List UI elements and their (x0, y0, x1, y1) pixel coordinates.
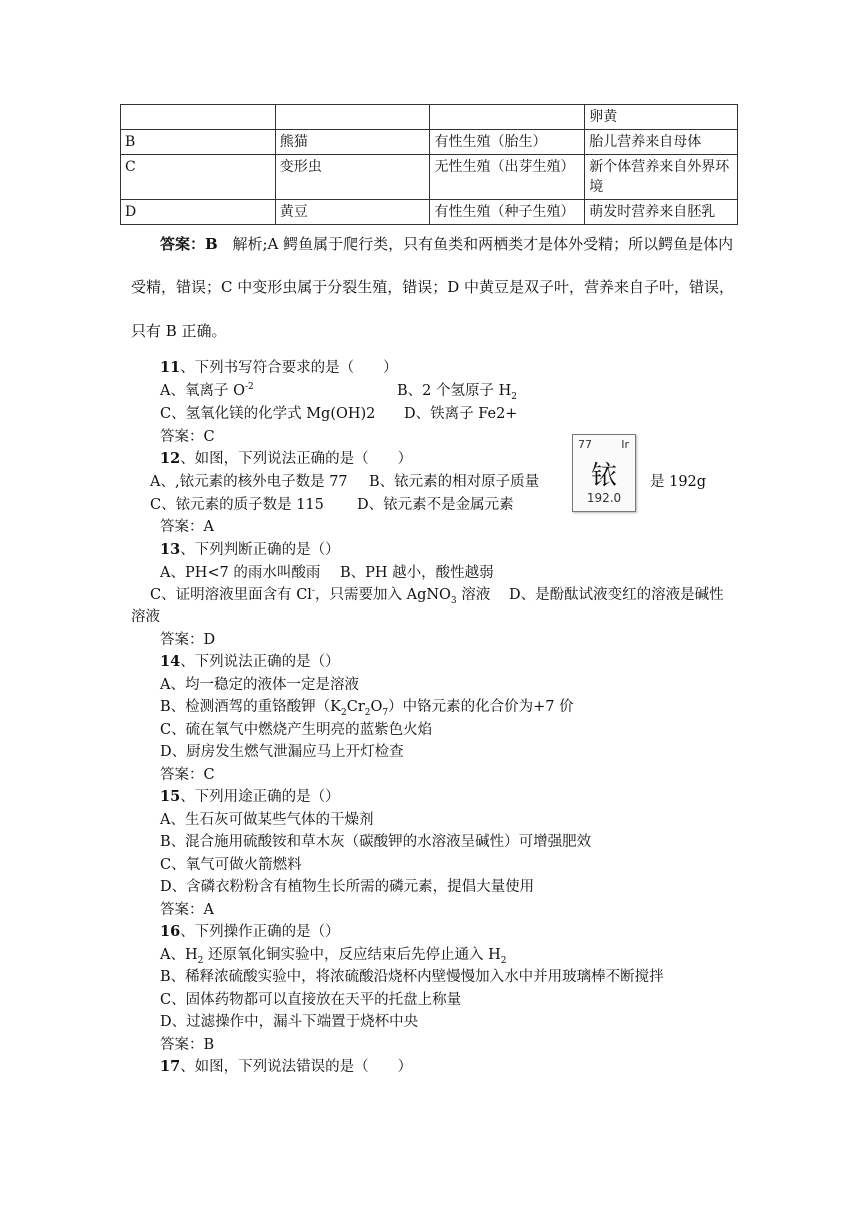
q12-number: 12 (160, 450, 181, 467)
q15-answer: 答案：A (160, 902, 214, 918)
q13-option-c-pre: C、证明溶液里面含有 Cl (150, 587, 312, 603)
table-cell: 熊猫 (275, 130, 430, 155)
q15-option-b: B、混合施用硫酸铵和草木灰（碳酸钾的水溶液呈碱性）可增强肥效 (160, 834, 592, 850)
q16-option-a-sub: 2 (197, 955, 204, 966)
q12-option-d: D、铱元素不是金属元素 (357, 497, 514, 513)
q13-option-c-post: 溶液 (456, 587, 491, 603)
q14-option-b-sub3: 7 (382, 707, 389, 718)
q17-number: 17 (160, 1058, 181, 1075)
q16-answer: 答案：B (160, 1037, 215, 1053)
q15-number: 15 (160, 788, 181, 805)
q13-option-d: D、是酚酞试液变红的溶液是碱性 (509, 587, 724, 603)
q14-answer: 答案：C (160, 767, 215, 783)
q14-option-a: A、均一稳定的液体一定是溶液 (160, 677, 359, 693)
q14-number: 14 (160, 653, 181, 670)
q15-option-d: D、含磷衣粉粉含有植物生长所需的磷元素，提倡大量使用 (160, 879, 535, 895)
q17-stem (160, 1057, 412, 1077)
q16-stem (160, 922, 340, 942)
q11-option-c: C、氢氧化镁的化学式 Mg(OH)2 (160, 406, 376, 422)
q11-option-a-text: A、氧离子 O (160, 383, 245, 399)
q11-option-a-sup: -2 (244, 382, 254, 393)
q13-option-c-sub: 3 (450, 595, 457, 606)
answer10-line1 (160, 234, 733, 254)
table-cell: 新个体营养来自外界环境 (585, 155, 738, 200)
element-name: 铱 (590, 461, 617, 491)
q11-number: 11 (160, 359, 181, 376)
q16-option-a-mid: 还原氧化铜实验中，反应结束后先停止通入 H (203, 947, 501, 963)
q11-option-a (160, 381, 254, 401)
q11-stem-text: 、下列书写符合要求的是（ ） (180, 360, 398, 376)
reproduction-table (120, 104, 738, 225)
q14-stem-text: 、下列说法正确的是（） (180, 654, 340, 670)
table-cell: 卵黄 (585, 105, 738, 130)
q13-answer: 答案：D (160, 632, 216, 648)
table-cell: 胎儿营养来自母体 (585, 130, 738, 155)
atomic-mass: 192.0 (586, 491, 622, 505)
q12-option-c: C、铱元素的质子数是 115 (150, 497, 324, 513)
q16-option-c: C、固体药物都可以直接放在天平的托盘上称量 (160, 992, 462, 1008)
table-cell: C (121, 155, 276, 200)
q11-option-b-sub: 2 (511, 391, 517, 402)
q13-option-a: A、PH<7 的雨水叫酸雨 (160, 565, 321, 581)
q11-option-b-text: B、2 个氢原子 H (397, 383, 512, 399)
q12-option-a: A、,铱元素的核外电子数是 77 (150, 474, 348, 490)
q16-option-d: D、过滤操作中，漏斗下端置于烧杯中央 (160, 1014, 419, 1030)
q15-stem-text: 、下列用途正确的是（） (180, 789, 340, 805)
q14-option-c: C、硫在氧气中燃烧产生明亮的蓝紫色火焰 (160, 722, 433, 738)
table-cell: 有性生殖（胎生） (430, 130, 585, 155)
q13-option-d-wrap: 溶液 (131, 609, 160, 625)
q15-option-a: A、生石灰可做某些气体的干燥剂 (160, 812, 374, 828)
q14-option-b-sub1: 2 (341, 707, 347, 718)
q16-number: 16 (160, 923, 181, 940)
answer10-text1: 解析;A 鳄鱼属于爬行类，只有鱼类和两栖类才是体外受精；所以鳄鱼是体内 (232, 235, 734, 253)
q14-stem (160, 652, 340, 672)
q13-option-c-mid: ，只需要加入 AgNO (314, 587, 451, 603)
q11-stem (160, 358, 398, 378)
q16-stem-text: 、下列操作正确的是（） (180, 924, 340, 940)
q12-stem-text: 、如图，下列说法正确的是（ ） (180, 451, 413, 467)
q12-option-b-tail: 是 192g (650, 474, 707, 490)
q14-option-b-mid2: O (370, 699, 383, 715)
q14-option-b-sub2: 2 (364, 707, 371, 718)
table-row (121, 200, 738, 225)
table-cell (275, 105, 430, 130)
atomic-number: 77 (578, 438, 592, 451)
q16-option-a (160, 945, 506, 965)
q12-stem (160, 449, 412, 469)
table-cell: 变形虫 (275, 155, 430, 200)
q13-stem-text: 、下列判断正确的是（） (180, 542, 340, 558)
q13-stem (160, 540, 340, 560)
table-cell (430, 105, 585, 130)
table-cell (121, 105, 276, 130)
q11-option-d: D、铁离子 Fe2+ (404, 406, 518, 422)
q13-option-c-sup: - (311, 586, 315, 597)
table-cell: D (121, 200, 276, 225)
answer10-label: 答案：B (160, 235, 218, 253)
q13-number: 13 (160, 541, 181, 558)
table-row (121, 155, 738, 200)
q11-option-b (397, 381, 517, 401)
table-row (121, 105, 738, 130)
table-cell: 黄豆 (275, 200, 430, 225)
table-cell: 无性生殖（出芽生殖） (430, 155, 585, 200)
q16-option-a-pre: A、H (160, 947, 198, 963)
answer10-line3: 只有 B 正确。 (131, 322, 227, 340)
q12-answer: 答案：A (160, 519, 214, 535)
table-cell: 萌发时营养来自胚乳 (585, 200, 738, 225)
q14-option-b-post: ）中铬元素的化合价为+7 价 (388, 699, 574, 715)
element-symbol: Ir (621, 438, 629, 451)
q16-option-b: B、稀释浓硫酸实验中，将浓硫酸沿烧杯内壁慢慢加入水中并用玻璃棒不断搅拌 (160, 969, 664, 985)
q14-option-b-pre: B、检测酒驾的重铬酸钾（K (160, 699, 341, 715)
q14-option-b (160, 697, 574, 717)
table-cell: B (121, 130, 276, 155)
q15-stem (160, 787, 340, 807)
q14-option-b-mid: Cr (346, 699, 365, 715)
table-cell: 有性生殖（种子生殖） (430, 200, 585, 225)
q16-option-a-sub2: 2 (500, 955, 507, 966)
q12-option-b: B、铱元素的相对原子质量 (369, 474, 540, 490)
q13-option-b: B、PH 越小，酸性越弱 (340, 565, 494, 581)
q15-option-c: C、氧气可做火箭燃料 (160, 857, 302, 873)
q14-option-d: D、厨房发生燃气泄漏应马上开灯检查 (160, 744, 404, 760)
table-row (121, 130, 738, 155)
q13-option-c (150, 585, 490, 605)
table-body (121, 105, 738, 225)
answer10-line2: 受精，错误；C 中变形虫属于分裂生殖，错误；D 中黄豆是双子叶，营养来自子叶，错误， (131, 278, 735, 296)
q17-stem-text: 、如图，下列说法错误的是（ ） (180, 1059, 413, 1075)
iridium-element-card (572, 434, 636, 512)
q11-answer: 答案：C (160, 429, 215, 445)
